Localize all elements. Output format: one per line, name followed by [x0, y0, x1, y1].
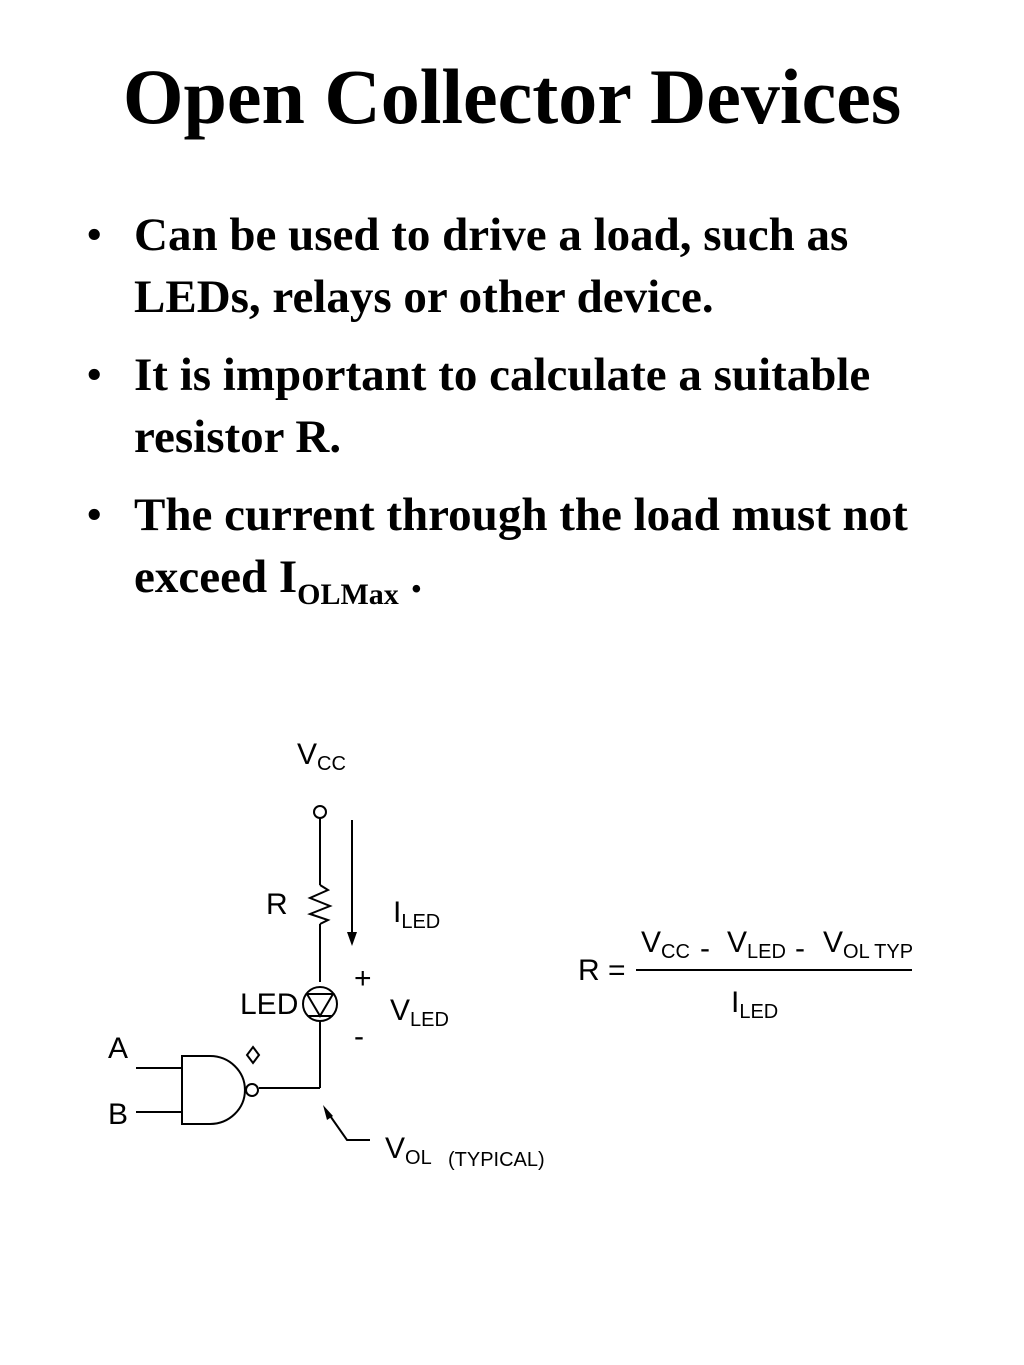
formula-vcc: $V_{CC}$: [641, 926, 690, 963]
formula-denominator: $I_{LED}$: [731, 986, 779, 1023]
led-label: LED: [240, 988, 299, 1021]
nand-gate-symbol: [182, 1056, 245, 1124]
diamond-icon: [247, 1047, 259, 1063]
arrow-head-icon: [347, 932, 357, 946]
bullet-text: Can be used to drive a load, such as LEDs, relays or other device.: [134, 209, 849, 323]
formula-vol: $V_{OL TYP}$: [823, 926, 914, 963]
typical-label: (TYPICAL): [448, 1149, 545, 1171]
page-title: Open Collector Devices: [122, 53, 902, 140]
resistor-symbol: [310, 885, 330, 924]
input-b-label: B: [108, 1098, 129, 1131]
vcc-label: $V_{CC}$: [297, 738, 346, 775]
bullet-dot-icon: •: [86, 349, 103, 401]
formula-vled: $V_{LED}$: [727, 926, 786, 963]
plus-sign: +: [354, 962, 372, 995]
bullet-text-end: .: [398, 551, 423, 603]
v-ol-label: $V_{OL}$: [385, 1132, 432, 1169]
i-led-label: $I_{LED}$: [393, 896, 441, 933]
inverter-bubble: [246, 1084, 258, 1096]
bullet-text: It is important to calculate a suitable resistor R.: [134, 349, 871, 463]
vcc-terminal: [314, 806, 326, 818]
formula-lhs: R =: [578, 954, 626, 987]
bullet-text: The current through the load must not exceed I: [134, 489, 908, 603]
bullet-subscript: OLMax: [297, 578, 399, 611]
input-a-label: A: [108, 1032, 129, 1065]
r-label: R: [266, 888, 288, 921]
formula-minus: -: [700, 932, 710, 965]
minus-sign: -: [354, 1020, 364, 1053]
led-symbol: [303, 987, 337, 1021]
formula-minus: -: [795, 932, 805, 965]
v-led-label: $V_{LED}$: [390, 994, 449, 1031]
bullet-dot-icon: •: [86, 489, 103, 541]
vol-pointer: [326, 1110, 370, 1140]
bullet-dot-icon: •: [86, 209, 103, 261]
